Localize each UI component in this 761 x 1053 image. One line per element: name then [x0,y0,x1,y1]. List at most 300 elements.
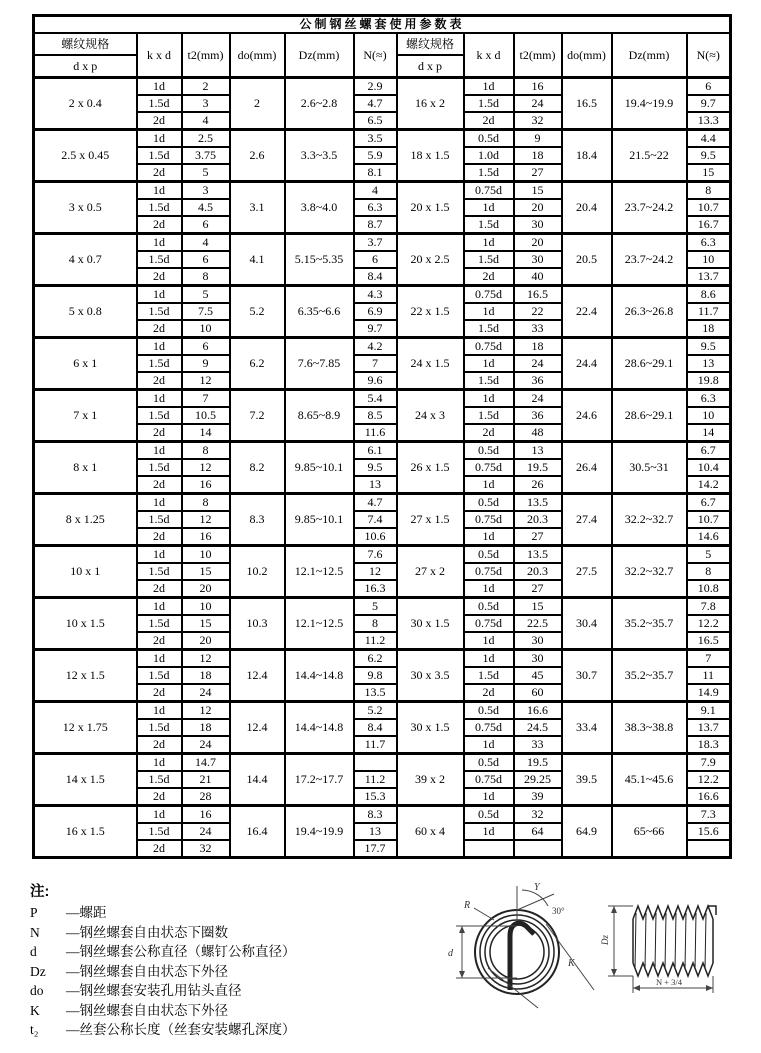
kxd-cell: 2d [137,112,182,130]
t2-cell: 30 [514,251,562,268]
t2-cell: 32 [514,806,562,824]
insert-side-view-diagram [578,893,743,1003]
t2-cell: 9 [514,130,562,148]
t2-cell: 64 [514,823,562,840]
page-title: 公制钢丝螺套使用参数表 [34,16,731,34]
kxd-cell: 1d [464,234,514,252]
table-row [34,286,731,304]
kxd-cell: 2d [464,268,514,286]
note-item [30,981,420,1001]
t2-cell: 3.75 [182,147,230,164]
kxd-cell: 0.5d [464,806,514,824]
t2-cell: 9 [182,355,230,372]
note-text: —钢丝螺套安装孔用钻头直径 [66,983,242,998]
spec-cell: 39 x 2 [397,754,464,806]
do-cell: 3.1 [230,182,285,234]
spec-cell: 5 x 0.8 [34,286,137,338]
table-row [34,546,731,564]
kxd-cell: 1d [137,650,182,668]
t2-cell: 20 [514,199,562,216]
kxd-cell: 1.5d [137,511,182,528]
header-t2-left: t2(mm) [182,33,230,78]
spec-cell: 30 x 1.5 [397,598,464,650]
do-cell: 16.5 [562,78,612,130]
t2-cell: 24 [182,684,230,702]
n-cell: 10.7 [687,511,731,528]
t2-cell: 20.3 [514,511,562,528]
do-cell: 27.4 [562,494,612,546]
t2-cell: 21 [182,771,230,788]
kxd-cell: 2d [137,216,182,234]
kxd-cell: 1d [137,78,182,96]
kxd-cell: 1d [464,78,514,96]
kxd-cell: 2d [137,268,182,286]
do-cell: 24.4 [562,338,612,390]
spec-cell: 27 x 1.5 [397,494,464,546]
n-cell: 13.7 [687,719,731,736]
n-cell: 7.8 [687,598,731,616]
n-cell: 10.4 [687,459,731,476]
n-cell: 9.6 [354,372,397,390]
kxd-cell: 1.5d [137,199,182,216]
kxd-cell: 1d [464,736,514,754]
do-cell: 4.1 [230,234,285,286]
t2-cell: 18 [182,667,230,684]
n-cell: 12.2 [687,615,731,632]
t2-cell: 30 [514,650,562,668]
t2-cell: 18 [514,338,562,356]
kxd-cell: 1d [464,580,514,598]
kxd-cell [464,840,514,858]
n-cell: 6.9 [354,303,397,320]
header-dz-right: Dz(mm) [612,33,687,78]
spec-cell: 12 x 1.75 [34,702,137,754]
spec-cell: 24 x 3 [397,390,464,442]
kxd-cell: 1d [464,303,514,320]
t2-cell: 14 [182,424,230,442]
t2-cell: 2.5 [182,130,230,148]
note-text: —螺距 [66,905,107,920]
n-cell: 16.3 [354,580,397,598]
kxd-cell: 0.5d [464,754,514,772]
t2-cell: 7 [182,390,230,408]
spec-cell: 24 x 1.5 [397,338,464,390]
t2-cell: 45 [514,667,562,684]
dz-cell: 35.2~35.7 [612,650,687,702]
t2-cell: 24 [514,95,562,112]
kxd-cell: 1.5d [137,615,182,632]
spec-cell: 2.5 x 0.45 [34,130,137,182]
kxd-cell: 1d [464,390,514,408]
n-cell: 18 [687,320,731,338]
t2-cell: 22.5 [514,615,562,632]
kxd-cell: 0.75d [464,615,514,632]
kxd-cell: 0.75d [464,338,514,356]
n-cell: 8.4 [354,268,397,286]
t2-cell: 8 [182,268,230,286]
n-cell: 14.2 [687,476,731,494]
header-kxd-right: k x d [464,33,514,78]
do-cell: 10.3 [230,598,285,650]
kxd-cell: 1.5d [137,355,182,372]
n-cell: 9.7 [354,320,397,338]
do-cell: 5.2 [230,286,285,338]
dz-cell: 45.1~45.6 [612,754,687,806]
n-cell: 16.6 [687,788,731,806]
spec-cell: 26 x 1.5 [397,442,464,494]
n-cell: 8.4 [354,719,397,736]
t2-cell: 8 [182,442,230,460]
n-cell: 11.2 [354,771,397,788]
table-row [34,650,731,668]
table-row [34,390,731,408]
t2-cell: 4 [182,112,230,130]
note-item [30,903,420,923]
t2-cell: 13.5 [514,494,562,512]
t2-cell: 32 [514,112,562,130]
n-cell: 6.5 [354,112,397,130]
kxd-cell: 2d [464,424,514,442]
table-row [34,338,731,356]
spec-cell: 30 x 1.5 [397,702,464,754]
table-row [34,78,731,96]
kxd-cell: 0.5d [464,702,514,720]
t2-cell: 12 [182,372,230,390]
kxd-cell: 1d [464,823,514,840]
kxd-cell: 1d [137,442,182,460]
t2-cell: 10 [182,598,230,616]
do-cell: 39.5 [562,754,612,806]
t2-cell: 16.5 [514,286,562,304]
note-item [30,942,420,962]
kxd-cell: 1.5d [137,771,182,788]
t2-cell: 27 [514,164,562,182]
dz-cell: 9.85~10.1 [285,494,354,546]
kxd-cell: 0.75d [464,286,514,304]
n-cell: 10 [687,407,731,424]
do-cell: 8.3 [230,494,285,546]
n-cell: 9.5 [687,147,731,164]
kxd-cell: 1d [137,390,182,408]
n-cell: 9.5 [354,459,397,476]
table-row [34,806,731,824]
kxd-cell: 1.0d [464,147,514,164]
spec-cell: 12 x 1.5 [34,650,137,702]
n-cell: 9.8 [354,667,397,684]
do-cell: 64.9 [562,806,612,858]
spec-cell: 6 x 1 [34,338,137,390]
kxd-cell: 1.5d [464,372,514,390]
n-cell: 5.9 [354,147,397,164]
n-cell: 4.2 [354,338,397,356]
note-symbol: K [30,1002,40,1018]
t2-cell: 6 [182,216,230,234]
kxd-cell: 1.5d [464,407,514,424]
spec-cell: 8 x 1 [34,442,137,494]
n-cell: 4.7 [354,494,397,512]
note-text: —钢丝螺套公称直径（螺钉公称直径） [66,944,296,959]
table-row [34,182,731,200]
n-cell: 7.4 [354,511,397,528]
n-cell: 12.2 [687,771,731,788]
kxd-cell: 0.75d [464,563,514,580]
t2-cell: 6 [182,338,230,356]
kxd-cell: 2d [137,424,182,442]
dz-cell: 3.3~3.5 [285,130,354,182]
note-text: —钢丝螺套自由状态下外径 [66,963,228,979]
label-k: K [568,958,575,969]
t2-cell: 20 [182,632,230,650]
kxd-cell: 0.5d [464,598,514,616]
kxd-cell: 0.5d [464,442,514,460]
n-cell: 8 [687,563,731,580]
dz-cell: 5.15~5.35 [285,234,354,286]
spec-cell: 20 x 2.5 [397,234,464,286]
do-cell: 27.5 [562,546,612,598]
dz-cell: 28.6~29.1 [612,338,687,390]
t2-cell: 18 [514,147,562,164]
kxd-cell: 1.5d [137,667,182,684]
kxd-cell: 1d [137,234,182,252]
dz-cell: 2.6~2.8 [285,78,354,130]
kxd-cell: 1.5d [464,164,514,182]
t2-cell: 13 [514,442,562,460]
spec-cell: 10 x 1.5 [34,598,137,650]
n-cell: 15.6 [687,823,731,840]
t2-cell: 30 [514,216,562,234]
do-cell: 18.4 [562,130,612,182]
kxd-cell: 2d [137,684,182,702]
t2-cell: 27 [514,528,562,546]
t2-cell: 32 [182,840,230,858]
t2-cell: 24 [182,823,230,840]
kxd-cell: 1.5d [137,95,182,112]
n-cell: 9.5 [687,338,731,356]
n-cell: 6.7 [687,494,731,512]
note-symbol: N [30,924,40,940]
do-cell: 10.2 [230,546,285,598]
n-cell: 8.7 [354,216,397,234]
kxd-cell: 1d [137,338,182,356]
n-cell: 7.6 [354,546,397,564]
n-cell: 13.5 [354,684,397,702]
n-cell: 13 [354,823,397,840]
spec-cell: 16 x 2 [397,78,464,130]
kxd-cell: 1.5d [137,407,182,424]
t2-cell: 16.6 [514,702,562,720]
do-cell: 20.5 [562,234,612,286]
spec-cell: 16 x 1.5 [34,806,137,858]
n-cell: 18.3 [687,736,731,754]
t2-cell: 12 [182,702,230,720]
spec-cell: 30 x 3.5 [397,650,464,702]
n-cell: 19.8 [687,372,731,390]
n-cell: 3.5 [354,130,397,148]
do-cell: 2.6 [230,130,285,182]
dz-cell: 30.5~31 [612,442,687,494]
spec-cell: 27 x 2 [397,546,464,598]
dz-cell: 7.6~7.85 [285,338,354,390]
kxd-cell: 1.5d [137,719,182,736]
kxd-cell: 0.75d [464,182,514,200]
n-cell: 6.1 [354,442,397,460]
kxd-cell: 1d [137,702,182,720]
note-symbol: do [30,983,44,998]
n-cell: 7 [687,650,731,668]
n-cell: 8.6 [687,286,731,304]
t2-cell: 10 [182,546,230,564]
kxd-cell: 1.5d [464,216,514,234]
table-row [34,442,731,460]
kxd-cell: 1d [464,632,514,650]
kxd-cell: 1d [137,286,182,304]
t2-cell: 3 [182,95,230,112]
t2-cell: 39 [514,788,562,806]
t2-cell: 5 [182,286,230,304]
n-cell: 13 [354,476,397,494]
n-cell: 4.3 [354,286,397,304]
kxd-cell: 2d [137,840,182,858]
n-cell: 15.3 [354,788,397,806]
do-cell: 30.4 [562,598,612,650]
kxd-cell: 2d [137,580,182,598]
do-cell: 12.4 [230,702,285,754]
kxd-cell: 1d [137,494,182,512]
t2-cell: 12 [182,650,230,668]
n-cell: 10.6 [354,528,397,546]
n-cell: 8.5 [354,407,397,424]
t2-cell: 36 [514,372,562,390]
n-cell: 6 [687,78,731,96]
do-cell: 24.6 [562,390,612,442]
t2-cell: 29.25 [514,771,562,788]
kxd-cell: 1d [137,806,182,824]
note-symbol: Dz [30,963,46,979]
n-cell [354,754,397,772]
dz-cell: 19.4~19.9 [285,806,354,858]
header-t2-right: t2(mm) [514,33,562,78]
spec-cell: 14 x 1.5 [34,754,137,806]
do-cell: 6.2 [230,338,285,390]
table-body [34,78,731,858]
t2-cell: 12 [182,459,230,476]
n-cell: 7.9 [687,754,731,772]
t2-cell: 22 [514,303,562,320]
n-cell: 8 [354,615,397,632]
note-text: —钢丝螺套自由状态下圈数 [66,924,228,940]
t2-cell: 10.5 [182,407,230,424]
kxd-cell: 1d [137,130,182,148]
t2-cell: 19.5 [514,459,562,476]
kxd-cell: 0.75d [464,771,514,788]
table-row [34,130,731,148]
dz-cell: 17.2~17.7 [285,754,354,806]
n-cell: 11.6 [354,424,397,442]
dz-cell: 35.2~35.7 [612,598,687,650]
table-row [34,234,731,252]
spec-cell: 60 x 4 [397,806,464,858]
t2-cell: 14.7 [182,754,230,772]
n-cell: 6 [354,251,397,268]
t2-cell: 24 [514,390,562,408]
dz-cell: 38.3~38.8 [612,702,687,754]
t2-cell: 16 [182,806,230,824]
notes-section [30,880,420,1040]
n-cell: 6.3 [687,390,731,408]
kxd-cell: 1d [464,476,514,494]
t2-cell: 20 [182,580,230,598]
n-cell: 6.3 [354,199,397,216]
t2-cell: 28 [182,788,230,806]
dz-cell: 6.35~6.6 [285,286,354,338]
dz-cell: 14.4~14.8 [285,650,354,702]
n-cell: 10.8 [687,580,731,598]
kxd-cell: 1.5d [137,303,182,320]
t2-cell: 15 [182,615,230,632]
do-cell: 2 [230,78,285,130]
n-cell [687,840,731,858]
t2-cell: 24.5 [514,719,562,736]
n-cell: 3.7 [354,234,397,252]
spec-cell: 3 x 0.5 [34,182,137,234]
dz-cell: 26.3~26.8 [612,286,687,338]
t2-cell: 16 [182,476,230,494]
kxd-cell: 2d [137,736,182,754]
do-cell: 16.4 [230,806,285,858]
header-dz-left: Dz(mm) [285,33,354,78]
dz-cell: 3.8~4.0 [285,182,354,234]
t2-cell: 3 [182,182,230,200]
do-cell: 30.7 [562,650,612,702]
kxd-cell: 1.5d [137,459,182,476]
note-text: —丝套公称长度（丝套安装螺孔深度） [66,1022,296,1037]
table-row [34,494,731,512]
n-cell: 11.7 [354,736,397,754]
parameters-table [32,14,732,859]
spec-cell: 4 x 0.7 [34,234,137,286]
spec-cell: 22 x 1.5 [397,286,464,338]
do-cell: 26.4 [562,442,612,494]
kxd-cell: 1.5d [137,823,182,840]
label-dz: Dz [600,934,610,945]
n-cell: 2.9 [354,78,397,96]
dz-cell: 19.4~19.9 [612,78,687,130]
spec-cell: 20 x 1.5 [397,182,464,234]
n-cell: 14 [687,424,731,442]
dz-cell: 65~66 [612,806,687,858]
t2-cell: 60 [514,684,562,702]
kxd-cell: 0.75d [464,459,514,476]
t2-cell: 4 [182,234,230,252]
spec-cell: 2 x 0.4 [34,78,137,130]
label-r: R [464,900,471,911]
kxd-cell: 2d [137,372,182,390]
n-cell: 4 [354,182,397,200]
kxd-cell: 2d [137,632,182,650]
header-spec-right: 螺纹规格 [397,33,464,55]
header-spec-left: 螺纹规格 [34,33,137,55]
n-cell: 8.1 [354,164,397,182]
kxd-cell: 1.5d [464,95,514,112]
header-dxp-left: d x p [34,55,137,78]
n-cell: 13.3 [687,112,731,130]
n-cell: 13 [687,355,731,372]
n-cell: 5.2 [354,702,397,720]
header-n-right: N(≈) [687,33,731,78]
note-item [30,962,420,982]
do-cell: 20.4 [562,182,612,234]
t2-cell: 7.5 [182,303,230,320]
